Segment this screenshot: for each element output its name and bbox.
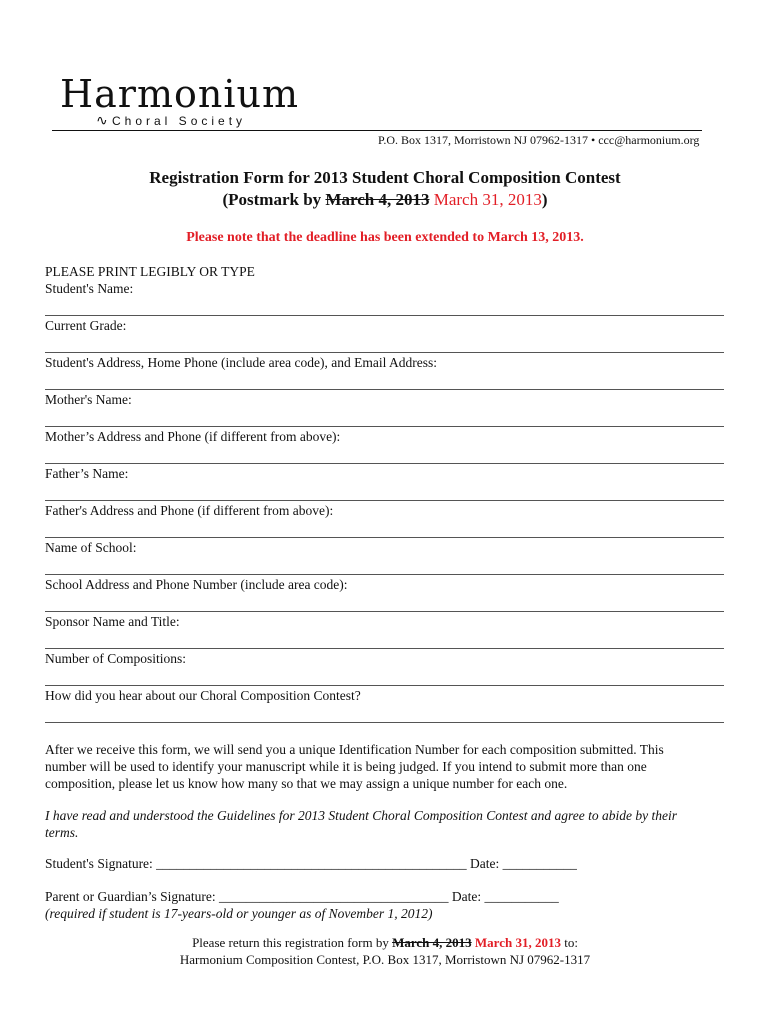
agreement-statement: I have read and understood the Guidelines for 2013 Student Choral Composition Contest and agree to abide by their terms. — [45, 808, 677, 840]
print-instructions: PLEASE PRINT LEGIBLY OR TYPE — [45, 264, 255, 279]
logo-swirl-icon: ∿ — [96, 114, 108, 129]
info-paragraph: After we receive this form, we will send you a unique Identification Number for each composition submitted. This number will be used to identify your manuscript while it is being judged. If you intend to submit more than one composition, please let us know how many so that we may assign a unique number for each one. — [45, 742, 664, 791]
return-old-date: March 4, 2013 — [392, 935, 472, 950]
logo-subtitle: Choral Society — [112, 114, 247, 128]
field-label-number-of-compositions: Number of Compositions: — [45, 651, 186, 666]
field-label-father-address: Father's Address and Phone (if different from above): — [45, 503, 334, 518]
field-label-current-grade: Current Grade: — [45, 318, 127, 333]
return-new-date: March 31, 2013 — [474, 935, 561, 950]
deadline-note: Please note that the deadline has been extended to March 13, 2013. — [186, 230, 584, 245]
postmark-old-date: March 4, 2013 — [325, 190, 430, 209]
postmark-prefix: (Postmark by — [222, 190, 326, 209]
field-label-school-name: Name of School: — [45, 540, 137, 555]
field-line-mother-address[interactable] — [45, 463, 724, 464]
field-line-student-address[interactable] — [45, 389, 724, 390]
postmark-suffix: ) — [541, 190, 548, 209]
field-line-father-address[interactable] — [45, 537, 724, 538]
field-label-father-name: Father’s Name: — [45, 466, 129, 481]
field-line-number-of-compositions[interactable] — [45, 685, 724, 686]
field-label-how-heard: How did you hear about our Choral Composition Contest? — [45, 688, 361, 703]
postmark-line — [0, 190, 770, 210]
field-line-how-heard[interactable] — [45, 722, 724, 723]
field-line-student-name[interactable] — [45, 315, 724, 316]
field-label-student-address: Student's Address, Home Phone (include area code), and Email Address: — [45, 355, 437, 370]
field-label-school-address: School Address and Phone Number (include area code): — [45, 577, 348, 592]
field-line-current-grade[interactable] — [45, 352, 724, 353]
return-suffix: to: — [560, 935, 578, 950]
field-label-sponsor: Sponsor Name and Title: — [45, 614, 180, 629]
return-instructions — [0, 934, 770, 951]
header-address: P.O. Box 1317, Morristown NJ 07962-1317 • ccc@harmonium.org — [378, 133, 700, 147]
field-line-school-address[interactable] — [45, 611, 724, 612]
field-line-mother-name[interactable] — [45, 426, 724, 427]
mail-address: Harmonium Composition Contest, P.O. Box 1317, Morristown NJ 07962-1317 — [179, 952, 591, 967]
postmark-new-date: March 31, 2013 — [433, 190, 542, 209]
logo-wordmark: Harmonium — [60, 72, 300, 116]
field-line-sponsor[interactable] — [45, 648, 724, 649]
field-label-mother-name: Mother's Name: — [45, 392, 132, 407]
header-rule — [52, 130, 702, 131]
field-label-student-name: Student's Name: — [45, 281, 134, 296]
field-line-school-name[interactable] — [45, 574, 724, 575]
field-label-mother-address: Mother’s Address and Phone (if different from above): — [45, 429, 341, 444]
parent-signature-line[interactable]: Parent or Guardian’s Signature: __________________________________ Date: ___________ — [45, 889, 559, 904]
parent-signature-note: (required if student is 17-years-old or younger as of November 1, 2012) — [45, 906, 433, 921]
field-line-father-name[interactable] — [45, 500, 724, 501]
form-title: Registration Form for 2013 Student Choral Composition Contest — [149, 168, 621, 187]
return-prefix: Please return this registration form by — [192, 935, 393, 950]
student-signature-line[interactable]: Student's Signature: ______________________________________________ Date: ___________ — [45, 856, 577, 871]
